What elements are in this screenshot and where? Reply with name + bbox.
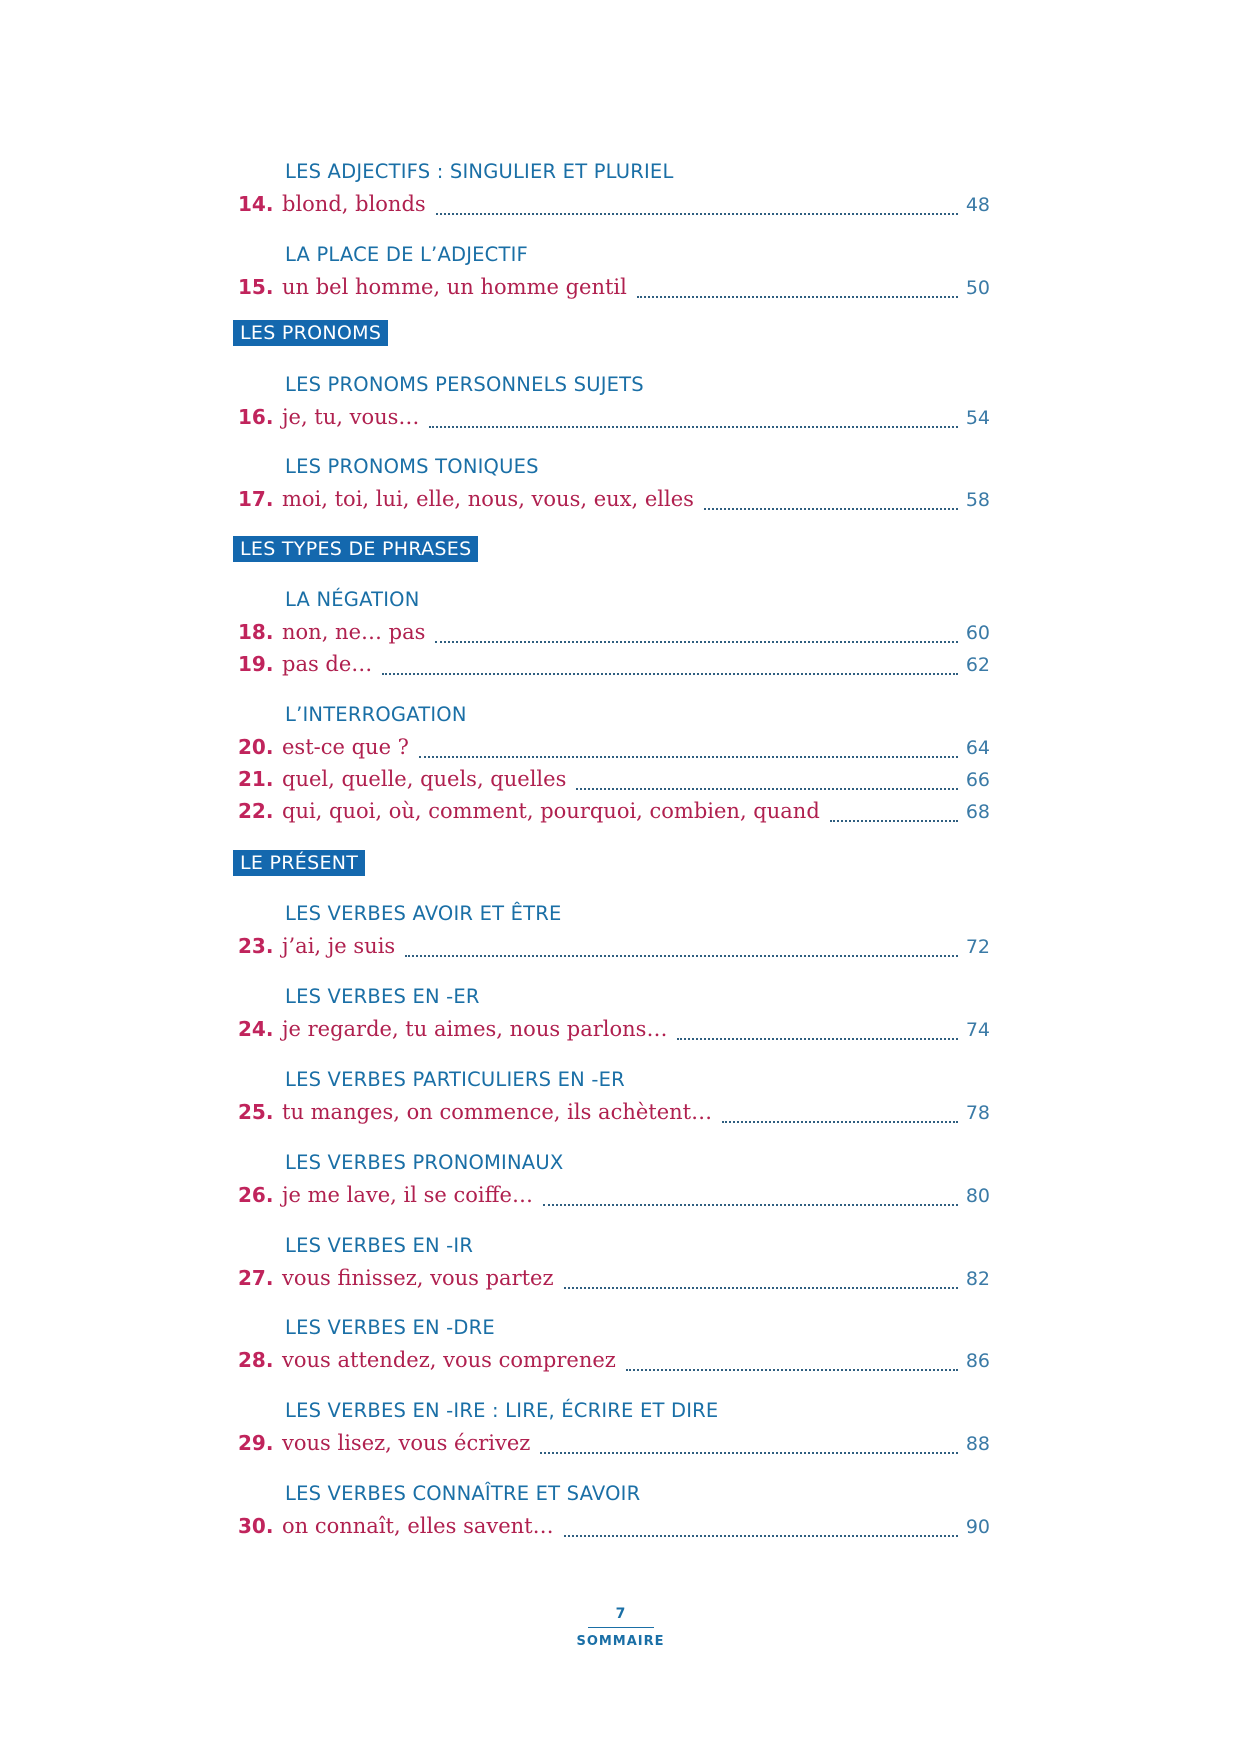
subsection-heading: LES VERBES PRONOMINAUX [285, 1151, 564, 1174]
toc-entry[interactable] [238, 275, 990, 305]
dot-leader [637, 295, 958, 298]
dot-leader [436, 212, 958, 215]
footer-rule [588, 1627, 654, 1628]
subsection-heading: LA PLACE DE L’ADJECTIF [285, 243, 528, 266]
entry-number: 25. [238, 1100, 274, 1124]
toc-entry[interactable] [238, 405, 990, 435]
entry-title: pas de… [282, 652, 373, 676]
toc-entry[interactable] [238, 1431, 990, 1461]
entry-page-number: 86 [965, 1350, 990, 1372]
subsection-heading: LES VERBES EN -IR [285, 1234, 474, 1257]
entry-page-number: 74 [965, 1019, 990, 1041]
subsection-heading: L’INTERROGATION [285, 703, 467, 726]
entry-number: 15. [238, 275, 274, 299]
subsection-heading: LES VERBES EN -IRE : LIRE, ÉCRIRE ET DIRE [285, 1399, 719, 1422]
toc-entry[interactable] [238, 1266, 990, 1296]
dot-leader [677, 1037, 957, 1040]
subsection-heading: LES VERBES CONNAÎTRE ET SAVOIR [285, 1482, 641, 1505]
toc-entry[interactable] [238, 1017, 990, 1047]
subsection-heading: LES VERBES PARTICULIERS EN -ER [285, 1068, 625, 1091]
toc-entry[interactable] [238, 652, 990, 682]
entry-number: 21. [238, 767, 274, 791]
entry-page-number: 60 [965, 622, 990, 644]
toc-entry[interactable] [238, 1183, 990, 1213]
entry-page-number: 64 [965, 737, 990, 759]
subsection-heading: LES VERBES AVOIR ET ÊTRE [285, 902, 562, 925]
entry-number: 28. [238, 1348, 274, 1372]
entry-number: 17. [238, 487, 274, 511]
entry-title: vous finissez, vous partez [282, 1266, 554, 1290]
entry-number: 27. [238, 1266, 274, 1290]
dot-leader [564, 1286, 958, 1289]
entry-title: non, ne… pas [282, 620, 426, 644]
dot-leader [704, 507, 958, 510]
toc-entry[interactable] [238, 934, 990, 964]
toc-entry[interactable] [238, 1100, 990, 1130]
entry-title: qui, quoi, où, comment, pourquoi, combien, quand [282, 799, 820, 823]
toc-entry[interactable] [238, 487, 990, 517]
toc-entry[interactable] [238, 799, 990, 829]
entry-number: 23. [238, 934, 274, 958]
dot-leader [435, 640, 957, 643]
subsection-heading: LA NÉGATION [285, 588, 420, 611]
subsection-heading: LES VERBES EN -DRE [285, 1316, 495, 1339]
toc-entry[interactable] [238, 192, 990, 222]
dot-leader [543, 1203, 958, 1206]
entry-title: tu manges, on commence, ils achètent… [282, 1100, 713, 1124]
entry-number: 22. [238, 799, 274, 823]
entry-number: 24. [238, 1017, 274, 1041]
entry-title: un bel homme, un homme gentil [282, 275, 627, 299]
page-number: 7 [615, 1606, 626, 1622]
entry-page-number: 72 [965, 936, 990, 958]
entry-page-number: 62 [965, 654, 990, 676]
dot-leader [405, 954, 958, 957]
entry-title: je me lave, il se coiffe… [282, 1183, 533, 1207]
toc-entry[interactable] [238, 620, 990, 650]
dot-leader [429, 425, 957, 428]
entry-page-number: 66 [965, 769, 990, 791]
entry-number: 30. [238, 1514, 274, 1538]
section-heading: LES PRONOMS [233, 320, 388, 346]
entry-number: 29. [238, 1431, 274, 1455]
entry-title: vous attendez, vous comprenez [282, 1348, 616, 1372]
entry-title: vous lisez, vous écrivez [282, 1431, 531, 1455]
entry-title: on connaît, elles savent… [282, 1514, 554, 1538]
entry-title: blond, blonds [282, 192, 426, 216]
entry-title: quel, quelle, quels, quelles [282, 767, 567, 791]
dot-leader [830, 819, 958, 822]
entry-page-number: 48 [965, 194, 990, 216]
entry-number: 19. [238, 652, 274, 676]
entry-page-number: 78 [965, 1102, 990, 1124]
entry-number: 20. [238, 735, 274, 759]
subsection-heading: LES PRONOMS TONIQUES [285, 455, 539, 478]
entry-title: est-ce que ? [282, 735, 409, 759]
entry-page-number: 58 [965, 489, 990, 511]
dot-leader [540, 1451, 957, 1454]
entry-title: j’ai, je suis [282, 934, 396, 958]
entry-number: 14. [238, 192, 274, 216]
entry-title: je regarde, tu aimes, nous parlons… [282, 1017, 668, 1041]
subsection-heading: LES ADJECTIFS : SINGULIER ET PLURIEL [285, 160, 674, 183]
entry-title: moi, toi, lui, elle, nous, vous, eux, elles [282, 487, 694, 511]
entry-page-number: 80 [965, 1185, 990, 1207]
entry-page-number: 88 [965, 1433, 990, 1455]
toc-entry[interactable] [238, 1348, 990, 1378]
toc-entry[interactable] [238, 735, 990, 765]
entry-number: 26. [238, 1183, 274, 1207]
entry-number: 18. [238, 620, 274, 644]
dot-leader [419, 755, 958, 758]
dot-leader [626, 1368, 958, 1371]
dot-leader [564, 1534, 958, 1537]
dot-leader [576, 787, 957, 790]
toc-entry[interactable] [238, 1514, 990, 1544]
section-heading: LE PRÉSENT [233, 850, 365, 876]
section-heading: LES TYPES DE PHRASES [233, 536, 478, 562]
dot-leader [382, 672, 958, 675]
footer-label: SOMMAIRE [576, 1634, 665, 1649]
entry-page-number: 68 [965, 801, 990, 823]
entry-page-number: 54 [965, 407, 990, 429]
subsection-heading: LES VERBES EN -ER [285, 985, 480, 1008]
entry-page-number: 82 [965, 1268, 990, 1290]
toc-entry[interactable] [238, 767, 990, 797]
entry-page-number: 90 [965, 1516, 990, 1538]
entry-page-number: 50 [965, 277, 990, 299]
entry-title: je, tu, vous… [282, 405, 420, 429]
dot-leader [722, 1120, 958, 1123]
subsection-heading: LES PRONOMS PERSONNELS SUJETS [285, 373, 644, 396]
entry-number: 16. [238, 405, 274, 429]
